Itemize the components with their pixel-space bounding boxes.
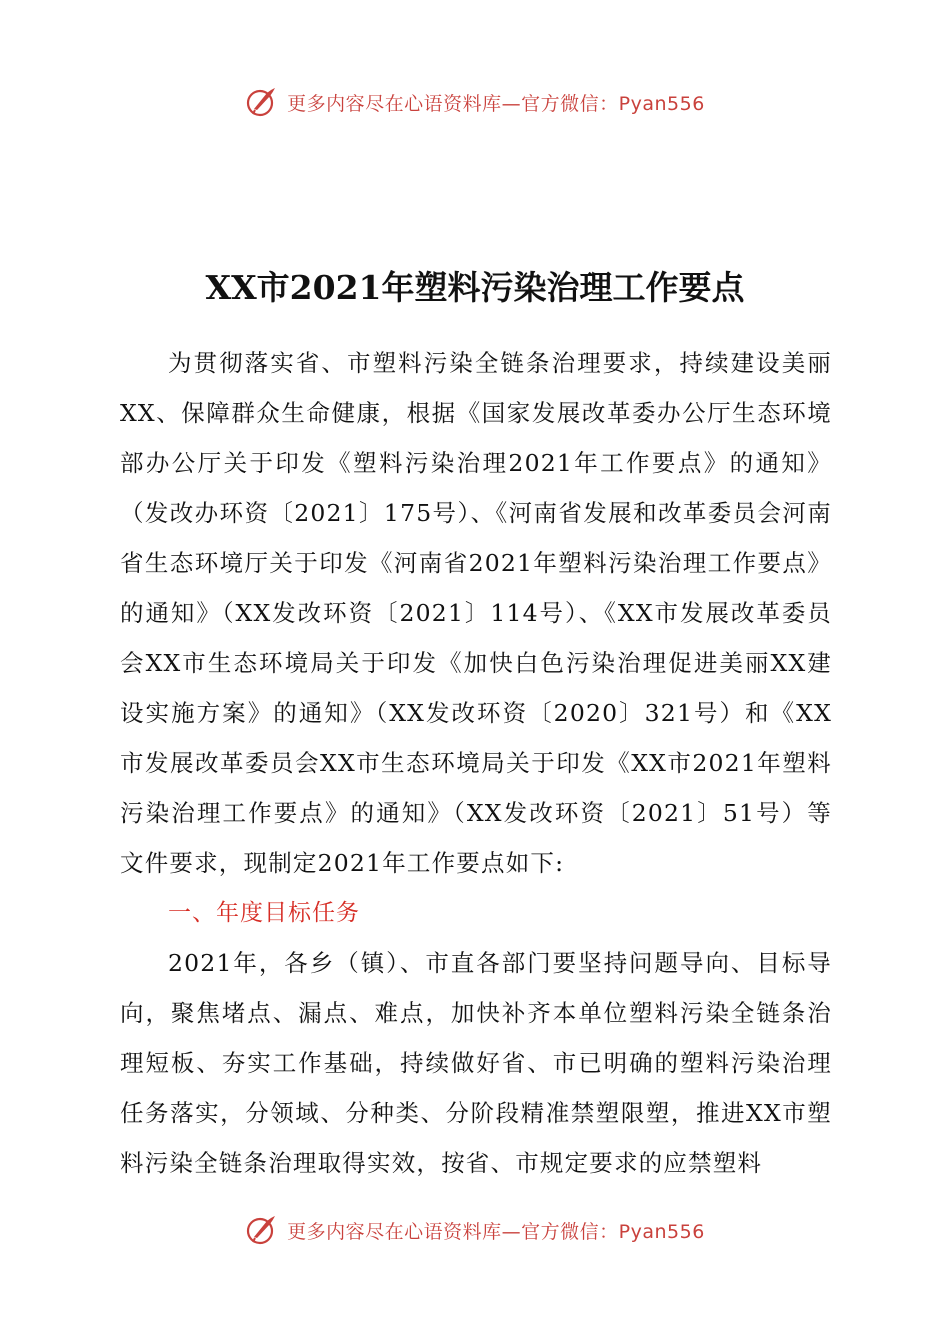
quill-circle-icon bbox=[245, 1213, 279, 1247]
watermark-text: 更多内容尽在心语资料库—官方微信：Pyan556 bbox=[287, 1220, 705, 1243]
section-paragraph-annual-targets: 2021年，各乡（镇）、市直各部门要坚持问题导向、目标导向，聚焦堵点、漏点、难点，加快补齐本单位塑料污染全链条治理短板、夯实工作基础，持续做好省、市已明确的塑料污染治理任务落实，分领域、分种类、分阶段精准禁塑限塑，推进XX市塑料污染全链条治理取得实效，按省、市规定要求的应禁塑料 bbox=[120, 949, 832, 1177]
footer-watermark bbox=[0, 1208, 950, 1252]
quill-circle-icon bbox=[245, 85, 279, 119]
document-title: XX市2021年塑料污染治理工作要点 bbox=[205, 268, 745, 307]
watermark-text: 更多内容尽在心语资料库—官方微信：Pyan556 bbox=[287, 92, 705, 115]
section-heading-annual-targets: 一、年度目标任务 bbox=[168, 900, 360, 926]
intro-paragraph: 为贯彻落实省、市塑料污染全链条治理要求，持续建设美丽XX、保障群众生命健康，根据《国家发展改革委办公厅生态环境部办公厅关于印发《塑料污染治理2021年工作要点》的通知》（发改办环资〔2021〕175号）、《河南省发展和改革委员会河南省生态环境厅关于印发《河南省2021年塑料污染治理工作要点》的通知》（XX发改环资〔2021〕114号）、《XX市发展改革委员会XX市生态环境局关于印发《加快白色污染治理促进美丽XX建设实施方案》的通知》（XX发改环资〔2020〕321号）和《XX市发展改革委员会XX市生态环境局关于印发《XX市2021年塑料污染治理工作要点》的通知》（XX发改环资〔2021〕51号）等文件要求，现制定2021年工作要点如下: bbox=[120, 349, 832, 877]
document-body bbox=[120, 338, 832, 1188]
header-watermark bbox=[0, 80, 950, 124]
